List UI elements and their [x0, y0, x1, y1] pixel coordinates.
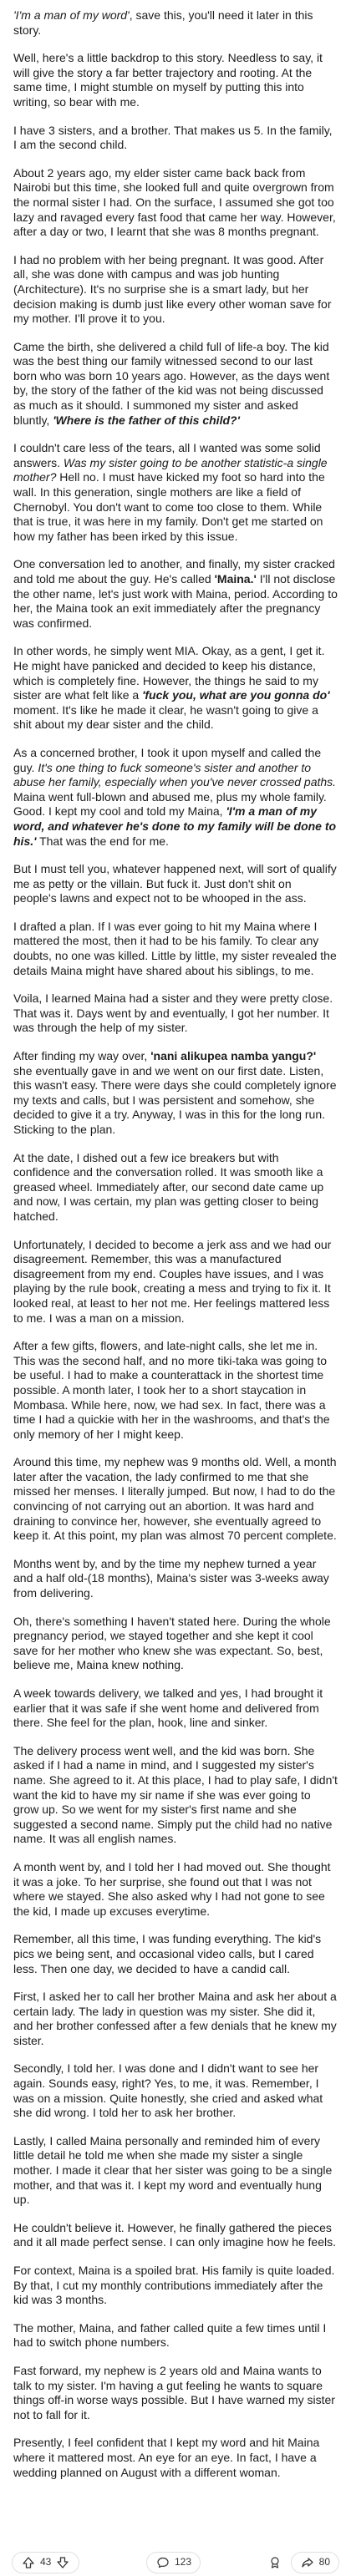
- body-text: At the date, I dished out a few ice breakers but with confidence and the conversation rolled. It was smooth like a greased wheel. Immediately after, our second date came up and now, I was certain, my plan was getting closer to being hatched.: [13, 1150, 324, 1223]
- body-text: The mother, Maina, and father called quite a few times until I had to switch phone numbers.: [13, 2320, 327, 2350]
- body-text: I had no problem with her being pregnant. It was good. After all, she was done with campus and was job hunting (Architecture). It's no surprise she is a smart lady, but her decision making is dumb just like every other woman save for my mother. I'll prove it to you.: [13, 252, 332, 326]
- emphasis-text: 'I'm a man of my word, and whatever he's done to my family will be done to his.': [13, 804, 337, 848]
- post-paragraph: [13, 2134, 338, 2208]
- bold-emphasis-text: [142, 688, 329, 702]
- body-text: I couldn't care less of the tears, all I wanted was some solid answers.: [13, 441, 321, 469]
- post-paragraph: [13, 1151, 338, 1225]
- post-paragraph: [13, 2221, 338, 2250]
- emphasis-text: 'nani alikupea namba yangu?': [150, 1049, 317, 1063]
- post-paragraph: [13, 441, 338, 544]
- body-text: , save this, you'll need it later in this story.: [13, 8, 313, 37]
- body-text: About 2 years ago, my elder sister came back back from Nairobi but this time, she looked full and quite overgrown from the normal sister I had. On the surface, I assumed she got too lazy and ravaged every fast food that came her way. However, after a day or two, I learnt that she was 8 months pregnant.: [13, 165, 336, 239]
- post-paragraph: [13, 1049, 338, 1138]
- post-paragraph: [13, 920, 338, 978]
- emphasis-text: Was my sister going to be another statistic-a single mother?: [13, 455, 328, 484]
- body-text: I have 3 sisters, and a brother. That makes us 5. In the family, I am the second child.: [13, 123, 333, 152]
- comments-button[interactable]: [146, 2552, 201, 2573]
- post-action-bar: [0, 2549, 351, 2576]
- body-text: That was the end for me.: [36, 834, 169, 848]
- body-text: Came the birth, she delivered a child full of life-a boy. The kid was the best thing our family witnessed second to our last born who was born 10 years ago. However, as the days went by, the story of the father of the kid was not being discussed as much as it should. I summoned my sister and asked bluntly,: [13, 339, 330, 427]
- post-paragraph: [13, 1238, 338, 1326]
- post-paragraph: [13, 1860, 338, 1919]
- post-paragraph: [13, 2321, 338, 2350]
- body-text: As a concerned brother, I took it upon myself and called the guy.: [13, 745, 322, 774]
- downvote-arrow-icon[interactable]: [55, 2555, 70, 2570]
- emphasis-text: 'Maina.': [214, 572, 257, 586]
- award-icon[interactable]: [267, 2555, 282, 2570]
- body-text: Around this time, my nephew was 9 months old. Well, a month later after the vacation, the lady confirmed to me that she missed her menses. I literally jumped. But now, I had to do the convincing of not carrying out an abortion. It was hard and draining to convince her, however, she eventually agreed to keep it. At this point, my plan was almost 70 percent complete.: [13, 1455, 337, 1543]
- post-paragraph: [13, 1990, 338, 2048]
- body-text: Fast forward, my nephew is 2 years old and Maina wants to talk to my sister. I'm having a gut feeling he wants to square things off-in worse ways possible. But I have warned my sister not to fall for it.: [13, 2363, 335, 2421]
- body-text: Unfortunately, I decided to become a jerk ass and we had our disagreement. Remember, this was a manufactured disagreement from my end. Couples have issues, and I was playing by the rule book, creating a mess and trying to fix it. It looked real, at least to her not me. Her feelings mattered less to me. I was a man on a mission.: [13, 1237, 332, 1325]
- post-paragraph: [13, 746, 338, 849]
- body-text: The delivery process went well, and the kid was born. She asked if I had a name in mind, and I suggested my sister's name. She agreed to it. At this place, I had to play safe, I didn't want the kid to have my sir name if she was ever going to grow up. So we went for my sister's first name and she suggested a second name. Simply put the child had no native name. It was all english names.: [13, 1743, 338, 1846]
- post-paragraph: [13, 166, 338, 240]
- emphasis-text: It's one thing to fuck someone's sister and another to abuse her family, especially when you've never crossed paths.: [13, 760, 337, 789]
- body-text: Well, here's a little backdrop to this story. Needless to say, it will give the story a far better trajectory and rooting. At the same time, I might stumble on myself by putting this into writing, so bear with me.: [13, 51, 323, 109]
- post-paragraph: [13, 340, 338, 428]
- body-text: A month went by, and I told her I had moved out. She thought it was a joke. To her surprise, she found out that I was not where we stayed. She also asked why I had not gone to see the kid, I made up excuses everytime.: [13, 1859, 331, 1918]
- post-paragraph: [13, 1557, 338, 1601]
- post-paragraph: [13, 1744, 338, 1847]
- post-paragraph: [13, 1455, 338, 1544]
- post-paragraph: [13, 2061, 338, 2120]
- body-text: Oh, there's something I haven't stated here. During the whole pregnancy period, we stayed together and she kept it cool save for her mother who knew she was expectant. So, best, believe me, Maina knew nothing.: [13, 1614, 331, 1672]
- body-text: Secondly, I told her. I was done and I didn't want to see her again. Sounds easy, right? Yes, to me, it was. Remember, I was on a mission. Quite honestly, she cried and asked what she did wrong. I told her to ask her brother.: [13, 2061, 323, 2120]
- post-paragraph: [13, 2436, 338, 2480]
- body-text: After a few gifts, flowers, and late-night calls, she let me in. This was the second half, and no more tiki-taka was going to be useful. I had to make a counterattack in the shortest time possible. A month later, I took her to a short staycation in Mombasa. While here, now, we had sex. In fact, there was a time I had a quickie with her in the washrooms, and that's the only memory of her I might keep.: [13, 1339, 330, 1441]
- post-paragraph: [13, 8, 338, 38]
- body-text: First, I asked her to call her brother Maina and ask her about a certain lady. The lady in question was my sister. She did it, and her brother confessed after a few denials that he knew my sister.: [13, 1990, 337, 2047]
- post-paragraph: [13, 51, 338, 109]
- body-text: Remember, all this time, I was funding everything. The kid's pics we being sent, and occasional video calls, but I cared less. Then one day, we decided to have a candid call.: [13, 1932, 322, 1975]
- body-text: Months went by, and by the time my nephew turned a year and a half old-(18 months), Maina's sister was 3-weeks away from delivering.: [13, 1556, 329, 1600]
- emphasis-text: 'I'm a man of my word': [13, 8, 130, 22]
- bold-emphasis-text: [53, 413, 240, 427]
- share-button[interactable]: [291, 2552, 339, 2573]
- share-count: 80: [318, 2556, 330, 2568]
- body-text: she eventually gave in and we went on our first date. Listen, this wasn't easy. There were days she could completely ignore my texts and calls, but I was persistent and somehow, she decided to give it a try. Anyway, I was in this for the long run. Sticking to the plan.: [13, 1063, 337, 1136]
- comment-count: 123: [174, 2556, 192, 2568]
- post-paragraph: [13, 2264, 338, 2308]
- emphasis-text: 'Where is the father of this child?': [53, 413, 240, 427]
- body-text: For context, Maina is a spoiled brat. His family is quite loaded. By that, I cut my monthly contributions immediately after the kid was 3 months.: [13, 2264, 335, 2307]
- post-paragraph: [13, 1932, 338, 1976]
- body-text: Maina went full-blown and abused me, plus my whole family. Good. I kept my cool and told my Maina,: [13, 789, 327, 819]
- post-paragraph: [13, 124, 338, 153]
- upvote-count: 43: [40, 2556, 52, 2568]
- post-paragraph: [13, 253, 338, 327]
- body-text: A week towards delivery, we talked and yes, I had brought it earlier that it was safe if she went home and delivered from there. She feel for the plan, hook, line and sinker.: [13, 1686, 323, 1730]
- post-paragraph: [13, 991, 338, 1036]
- body-text: I'll not disclose the other name, let's just work with Maina, period. According to her, the Maina took an exit immediately after the pregnancy was confirmed.: [13, 572, 338, 630]
- post-paragraph: [13, 1686, 338, 1731]
- vote-control: [12, 2552, 79, 2573]
- body-text: Hell no. I must have kicked my foot so hard into the wall. In this generation, single mothers are like a field of Chernobyl. You don't want to come too close to them. While that is true, it was here in my family. Don't get me started on how my father has been irked by this issue.: [13, 470, 325, 543]
- body-text: One conversation led to another, and finally, my sister cracked and told me about the guy. He's called: [13, 557, 335, 586]
- body-text: Voila, I learned Maina had a sister and they were pretty close. That was it. Days went by and eventually, I got her number. It was through the help of my sister.: [13, 991, 333, 1035]
- post-paragraph: [13, 644, 338, 733]
- post-paragraph: [13, 2364, 338, 2422]
- share-arrow-icon: [300, 2555, 315, 2570]
- comment-bubble-icon: [155, 2555, 170, 2570]
- body-text: Presently, I feel confident that I kept my word and hit Maina where it mattered most. An eye for an eye. In fact, I have a wedding planned on August with a different woman.: [13, 2436, 320, 2479]
- body-text: After finding my way over,: [13, 1049, 151, 1063]
- post-paragraph: [13, 1339, 338, 1442]
- body-text: Lastly, I called Maina personally and reminded him of every little detail he told me when she made my sister a single mother. I made it clear that her sister was going to be a single mother, and that was it. I kept my word and eventually hung up.: [13, 2133, 333, 2207]
- upvote-arrow-icon[interactable]: [21, 2555, 36, 2570]
- post-paragraph: [13, 862, 338, 906]
- body-text: He couldn't believe it. However, he finally gathered the pieces and it all made perfect sense. I can only imagine how he feels.: [13, 2220, 336, 2249]
- post-paragraph: [13, 557, 338, 631]
- body-text: In other words, he simply went MIA. Okay, as a gent, I get it. He might have panicked and decided to keep his distance, which is completely fine. However, the things he said to my sister are what felt like a: [13, 644, 325, 702]
- body-text: I drafted a plan. If I was ever going to hit my Maina where I mattered the most, then it had to be his family. To clear any doubts, no one was killed. Little by little, my sister revealed the details Maina might have shared about his siblings, to me.: [13, 919, 337, 977]
- emphasis-text: 'fuck you, what are you gonna do': [142, 688, 330, 702]
- body-text: moment. It's like he made it clear, he wasn't going to give a shit about my dear sister and the child.: [13, 702, 318, 732]
- post-paragraph: [13, 1615, 338, 1673]
- body-text: But I must tell you, whatever happened next, will sort of qualify me as petty or the villain. But fuck it. Just don't shit on people's lawns and expect not to be whooped in the ass.: [13, 862, 337, 905]
